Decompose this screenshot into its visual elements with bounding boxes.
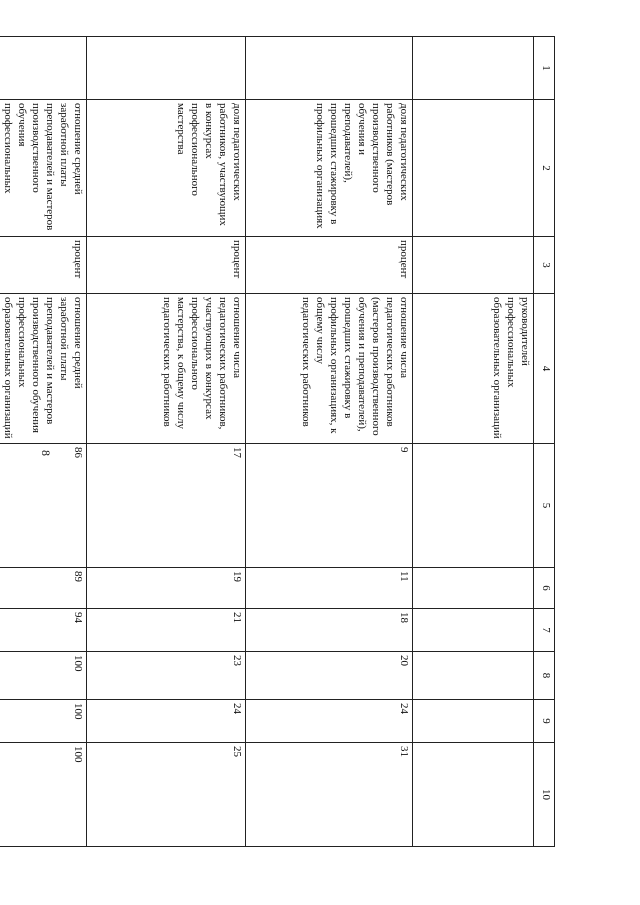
value-cell <box>413 568 534 609</box>
indicators-table <box>0 36 555 847</box>
table-row <box>246 37 413 847</box>
header-cell: 4 <box>534 294 555 444</box>
value-cell <box>413 652 534 700</box>
indicator-cell: доля педагогических работников (мастеров производственного обучения и преподавателей), прошедших стажировку в профильных организациях <box>246 100 413 237</box>
header-cell: 2 <box>534 100 555 237</box>
row-number-cell <box>0 37 87 100</box>
value-cell: 23 <box>87 652 246 700</box>
value-cell: 100 <box>0 700 87 743</box>
value-cell: 24 <box>87 700 246 743</box>
value-cell: 11 <box>246 568 413 609</box>
value-cell: 24 <box>246 700 413 743</box>
indicator-cell: доля педагогических работников, участвующих в конкурсах профессионального мастерства <box>87 100 246 237</box>
method-cell: отношение числа педагогических работников (мастеров производственного обучения и преподавателей), прошедших стажировку в профильных организациях, к общему числу педагогических работников <box>246 294 413 444</box>
table-row <box>87 37 246 847</box>
value-cell: 31 <box>246 743 413 847</box>
value-cell <box>413 743 534 847</box>
value-cell: 19 <box>87 568 246 609</box>
unit-cell: процент <box>246 237 413 294</box>
table-row <box>0 37 87 847</box>
value-cell: 89 <box>0 568 87 609</box>
method-cell: отношение средней заработной платы преподавателей и мастеров производственного обучения профессиональных образовательных организаций <box>0 294 87 444</box>
value-cell: 21 <box>87 609 246 652</box>
indicator-cell <box>413 100 534 237</box>
indicator-cell: отношение средней заработной платы преподавателей и мастеров производственного обучения профессиональных <box>0 100 87 237</box>
unit-cell <box>413 237 534 294</box>
value-cell: 25 <box>87 743 246 847</box>
header-cell: 1 <box>534 37 555 100</box>
unit-cell: процент <box>87 237 246 294</box>
table-header-row <box>534 37 555 847</box>
rotated-table-wrapper <box>0 36 555 846</box>
header-cell: 8 <box>534 652 555 700</box>
value-cell: 100 <box>0 652 87 700</box>
method-cell: руководителей профессиональных образовательных организаций <box>413 294 534 444</box>
value-cell <box>413 700 534 743</box>
header-cell: 10 <box>534 743 555 847</box>
row-number-cell <box>246 37 413 100</box>
row-number-cell <box>87 37 246 100</box>
header-cell: 3 <box>534 237 555 294</box>
value-cell: 17 <box>87 444 246 568</box>
header-cell: 6 <box>534 568 555 609</box>
value-cell <box>413 609 534 652</box>
unit-cell: процент <box>0 237 87 294</box>
value-cell: 20 <box>246 652 413 700</box>
value-cell: 9 <box>246 444 413 568</box>
value-cell: 94 <box>0 609 87 652</box>
row-number-cell <box>413 37 534 100</box>
header-cell: 9 <box>534 700 555 743</box>
value-cell: 18 <box>246 609 413 652</box>
value-cell: 100 <box>0 743 87 847</box>
header-cell: 5 <box>534 444 555 568</box>
value-cell <box>413 444 534 568</box>
value-cell: 86 <box>0 444 87 568</box>
page-number: 8 <box>39 450 53 456</box>
table-row <box>413 37 534 847</box>
method-cell: отношение числа педагогических работников, участвующих в конкурсах профессионального мастерства, к общему числу педагогических работников <box>87 294 246 444</box>
header-cell: 7 <box>534 609 555 652</box>
